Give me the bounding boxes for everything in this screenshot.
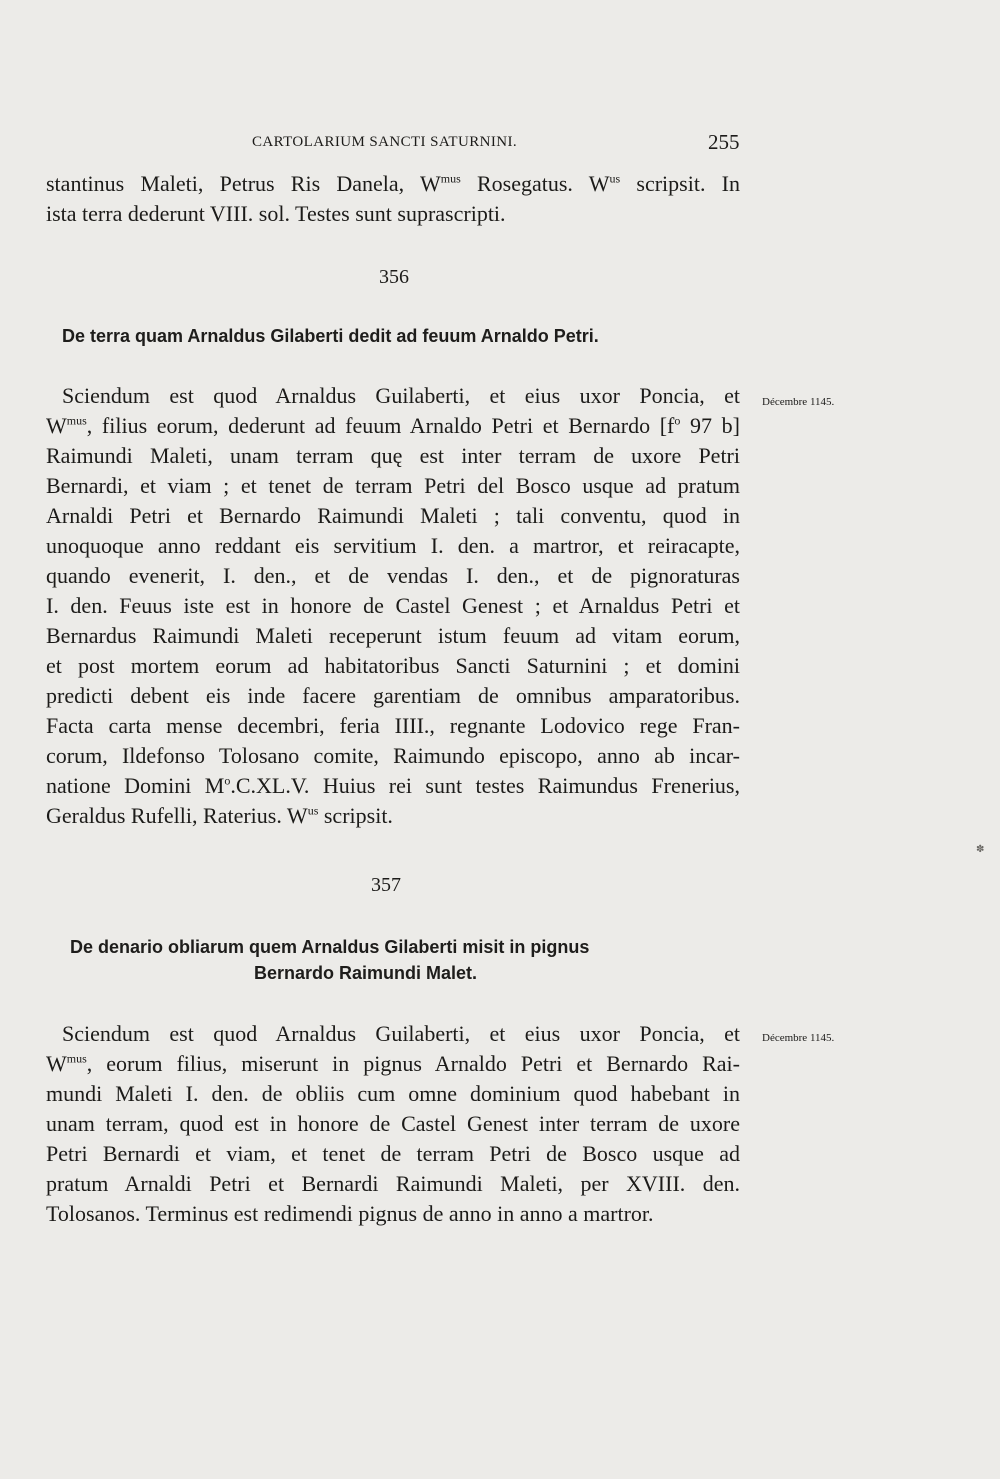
charter-heading: De denario obliarum quem Arnaldus Gilaberti misit in pignus (70, 937, 590, 957)
text-line: ista terra dederunt VIII. sol. Testes sunt suprascripti. (46, 201, 506, 226)
continued-paragraph (46, 169, 740, 229)
text-line: Sciendum est quod Arnaldus Guilaberti, et eius uxor Poncia, et (62, 383, 740, 408)
text-line: et post mortem eorum ad habitatoribus Sancti Saturnini ; et domini (46, 653, 740, 678)
text-line: I. den. Feuus iste est in honore de Castel Genest ; et Arnaldus Petri et (46, 593, 740, 618)
text-line: Bernardus Raimundi Maleti receperunt istum feuum ad vitam eorum, (46, 623, 740, 648)
text-line: Raimundi Maleti, unam terram quę est inter terram de uxore Petri (46, 443, 740, 468)
charter-heading: Bernardo Raimundi Malet. (254, 963, 478, 983)
text-line: quando evenerit, I. den., et de vendas I. den., et de pignoraturas (46, 563, 740, 588)
charter-text (46, 381, 740, 831)
text-line: mundi Maleti I. den. de obliis cum omne dominium quod habebant in (46, 1081, 740, 1106)
text-line: unoquoque anno reddant eis servitium I. den. a martror, et reiracapte, (46, 533, 740, 558)
text-line: Bernardi, et viam ; et tenet de terram Petri del Bosco usque ad pratum (46, 473, 740, 498)
text-line: stantinus Maleti, Petrus Ris Danela, $W^{mus}$ Rosegatus. $W^{us}$ scripsit. In (46, 171, 740, 196)
running-header-title: CARTOLARIUM SANCTI SATURNINI. (252, 134, 518, 150)
page-number: 255 (708, 130, 740, 154)
margin-date: Décembre 1145. (762, 1032, 835, 1044)
book-page: CARTOLARIUM SANCTI SATURNINI. 255 stantinus Maleti, Petrus Ris Danela, $W^{mus}$ Rosegatus. $W^{us}$ scripsit. In ista terra dederunt VIII. sol. Testes sunt suprascripti. 356 De terra quam Arnaldus Gilaberti dedit ad feuum Arnaldo Petri. Décembre 1145. Sciendum est quod Arnaldus Guilaberti, et eius uxor Poncia, et $W^{mus}$, filius eorum, dederunt ad feuum Arnaldo Petri et Bernardo [$f^o$ 97 b] Raimundi Maleti, unam terram quę est inter terram de uxore Petri Bernardi, et viam ; et tenet de terram Petri del Bosco usque ad pratum Arnaldi Petri et Bernardo Raimundi Maleti ; tali conventu, quod in unoquoque anno reddant eis servitium I. den. a martror, et reiracapte, quando evenerit, I. den., et de vendas I. den., et de pignoraturas I. den. Feuus iste est in honore de Castel Genest ; et Arnaldus Petri et Bernardus Raimundi Maleti receperunt istum feuum ad vitam eorum, et post mortem eorum ad habitatoribus Sancti Saturnini ; et domini predicti debent eis inde facere garentiam de omnibus amparatoribus. Facta carta mense decembri, feria IIII., regnante Lodovico rege Fran- corum, Ildefonso Tolosano comite, Raimundo episcopo, anno ab incar- natione Domini $M^o.C.XL.V$. Huius rei sunt testes Raimundus Frenerius, Geraldus Rufelli, Raterius. $W^{us}$ scripsit. 357 De denario obliarum quem Arnaldus Gilaberti misit in pignus Bernardo Raimundi Malet. Décembre 1145. Sciendum est quod Arnaldus Guilaberti, et eius uxor Poncia, et $W^{mus}$, eorum filius, miserunt in pignus Arnaldo Petri et Bernardo Rai- mundi Maleti I. den. de obliis cum omne dominium quod habebant in unam terram, quod est in honore de Castel Genest inter terram de uxore Petri Bernardi et viam, et tenet de terram Petri de Bosco usque ad pratum Arnaldi Petri et Bernardi Raimundi Maleti, per XVIII. den. Tolosanos. Terminus est redimendi pignus de anno in anno a martror. ✽ (0, 0, 1000, 1479)
ink-spot-icon: ✽ (976, 844, 985, 855)
text-line: corum, Ildefonso Tolosano comite, Raimundo episcopo, anno ab incar- (46, 743, 740, 768)
text-line: predicti debent eis inde facere garentiam de omnibus amparatoribus. (46, 683, 740, 708)
text-line: Sciendum est quod Arnaldus Guilaberti, et eius uxor Poncia, et (62, 1021, 740, 1046)
text-line: Petri Bernardi et viam, et tenet de terram Petri de Bosco usque ad (46, 1141, 740, 1166)
text-line: Geraldus Rufelli, Raterius. $W^{us}$ scripsit. (46, 803, 393, 828)
margin-date: Décembre 1145. (762, 396, 835, 408)
charter-heading: De terra quam Arnaldus Gilaberti dedit ad feuum Arnaldo Petri. (62, 326, 599, 346)
text-line: unam terram, quod est in honore de Castel Genest inter terram de uxore (46, 1111, 740, 1136)
text-line: Tolosanos. Terminus est redimendi pignus de anno in anno a martror. (46, 1201, 654, 1226)
text-line: natione Domini $M^o.C.XL.V$. Huius rei sunt testes Raimundus Frenerius, (46, 773, 740, 798)
text-line: $W^{mus}$, filius eorum, dederunt ad feuum Arnaldo Petri et Bernardo [$f^o$ 97 b] (46, 413, 741, 438)
text-line: Arnaldi Petri et Bernardo Raimundi Maleti ; tali conventu, quod in (46, 503, 740, 528)
text-line: $W^{mus}$, eorum filius, miserunt in pignus Arnaldo Petri et Bernardo Rai- (46, 1051, 740, 1076)
text-line: Facta carta mense decembri, feria IIII., regnante Lodovico rege Fran- (46, 713, 740, 738)
charter-text (46, 1019, 740, 1229)
text-line: pratum Arnaldi Petri et Bernardi Raimundi Maleti, per XVIII. den. (46, 1171, 740, 1196)
